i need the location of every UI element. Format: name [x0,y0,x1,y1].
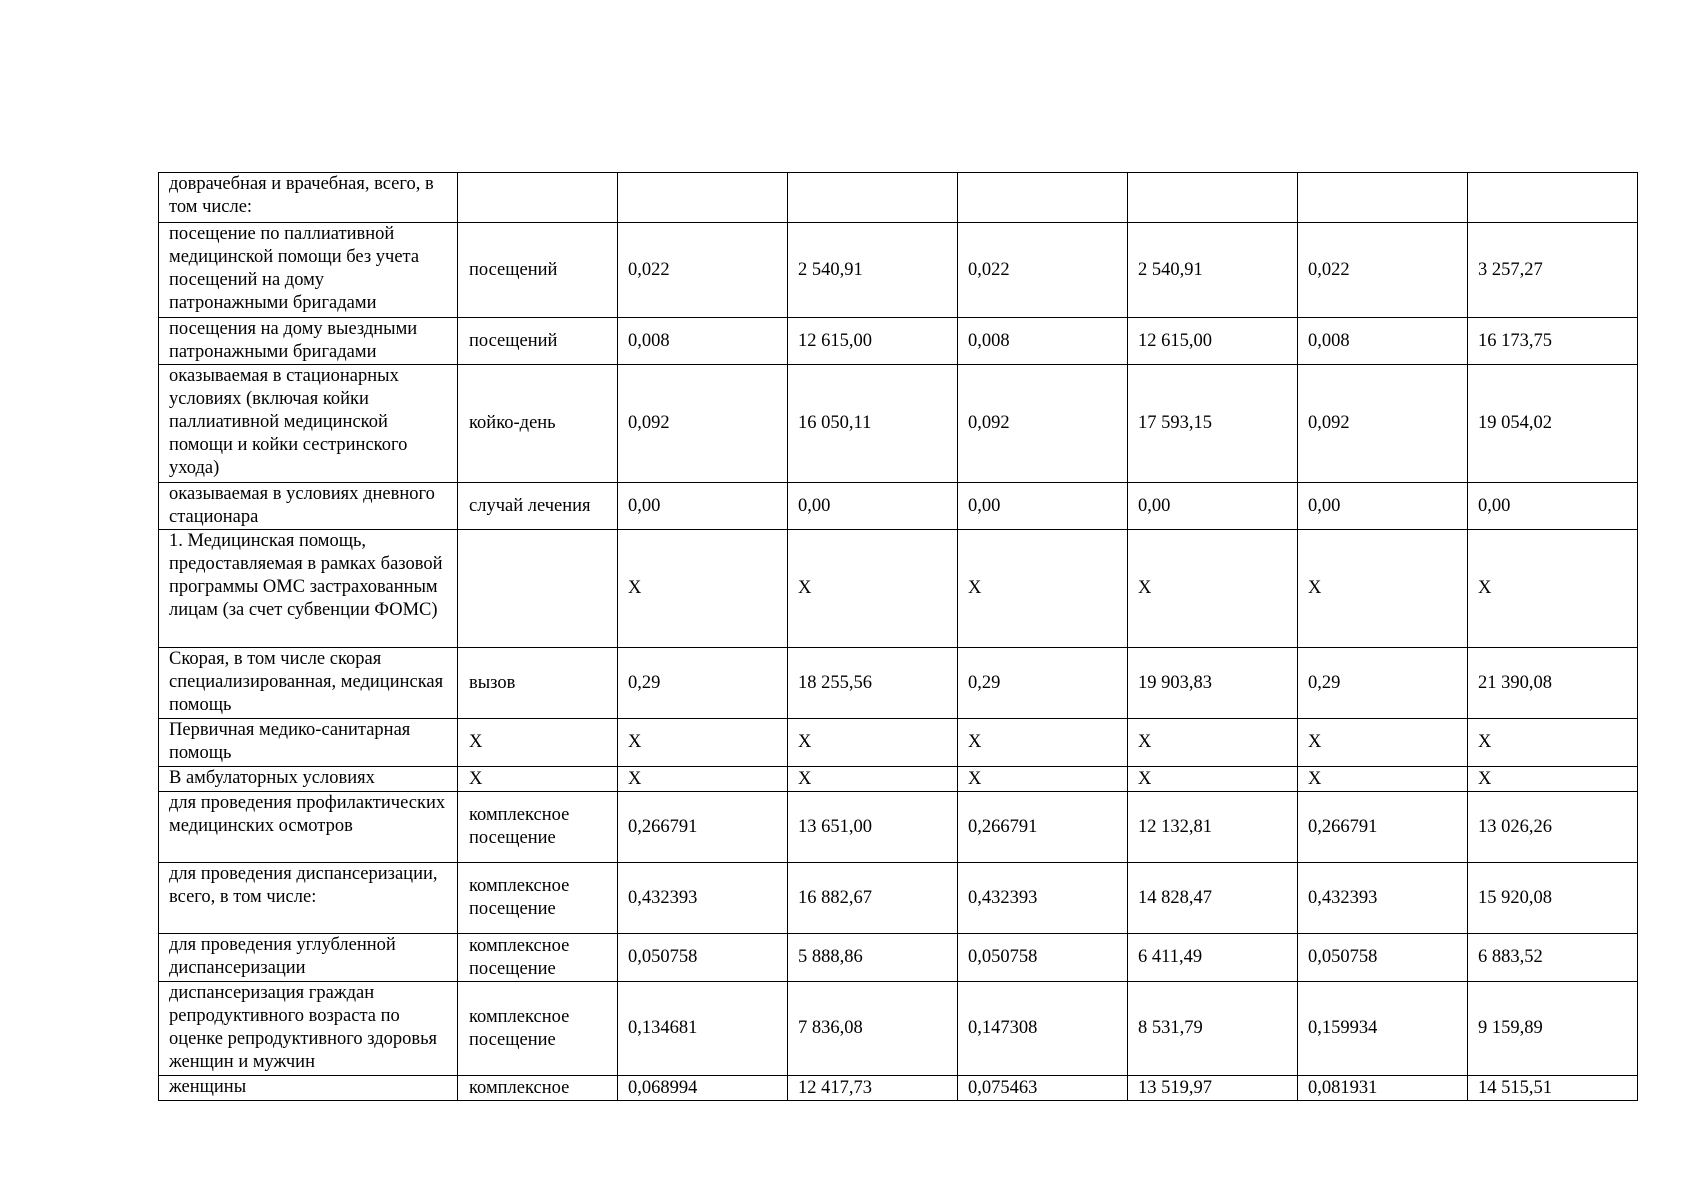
value-cell: 12 615,00 [788,318,958,365]
value-cell: 17 593,15 [1128,365,1298,483]
unit-cell [458,173,618,223]
value-cell: 15 920,08 [1468,863,1638,934]
table-body [159,173,1638,1101]
value-cell: 5 888,86 [788,934,958,982]
row-label-cell: для проведения профилактических медицинских осмотров [159,792,458,863]
value-cell [618,173,788,223]
table-row [159,648,1638,719]
value-cell [1468,173,1638,223]
value-cell: 2 540,91 [788,223,958,318]
value-cell: 0,147308 [958,982,1128,1076]
unit-cell: комплексное посещение [458,863,618,934]
value-cell: X [1298,767,1468,792]
value-cell: 12 615,00 [1128,318,1298,365]
table-row [159,767,1638,792]
unit-cell [458,530,618,648]
value-cell: 0,00 [618,483,788,530]
value-cell: 18 255,56 [788,648,958,719]
value-cell: 16 882,67 [788,863,958,934]
value-cell: 0,068994 [618,1076,788,1101]
table-row [159,934,1638,982]
unit-cell: комплексное [458,1076,618,1101]
value-cell: 0,29 [618,648,788,719]
row-label-cell: Скорая, в том числе скорая специализированная, медицинская помощь [159,648,458,719]
value-cell: X [1128,719,1298,767]
value-cell: 0,266791 [1298,792,1468,863]
value-cell: 7 836,08 [788,982,958,1076]
value-cell: 0,134681 [618,982,788,1076]
value-cell: 0,432393 [618,863,788,934]
unit-cell: посещений [458,223,618,318]
value-cell: 0,022 [1298,223,1468,318]
value-cell [958,173,1128,223]
table-row [159,1076,1638,1101]
unit-cell: комплексное посещение [458,792,618,863]
table-row [159,365,1638,483]
value-cell: 12 417,73 [788,1076,958,1101]
value-cell [1128,173,1298,223]
value-cell: 16 050,11 [788,365,958,483]
value-cell: X [1468,767,1638,792]
row-label-cell: для проведения углубленной диспансеризации [159,934,458,982]
value-cell: 0,022 [958,223,1128,318]
value-cell: 0,29 [1298,648,1468,719]
unit-cell: X [458,719,618,767]
value-cell: X [1468,530,1638,648]
row-label-cell: посещение по паллиативной медицинской помощи без учета посещений на дому патронажными бригадами [159,223,458,318]
unit-cell: комплексное посещение [458,934,618,982]
value-cell: X [788,530,958,648]
value-cell: 0,00 [788,483,958,530]
value-cell: 0,432393 [958,863,1128,934]
value-cell: X [618,767,788,792]
value-cell: 0,00 [1468,483,1638,530]
value-cell: X [1128,530,1298,648]
table-row [159,719,1638,767]
value-cell: 0,159934 [1298,982,1468,1076]
value-cell: 0,266791 [618,792,788,863]
value-cell: 0,081931 [1298,1076,1468,1101]
table-row [159,483,1638,530]
value-cell: X [1128,767,1298,792]
table-row [159,318,1638,365]
row-label-cell: доврачебная и врачебная, всего, в том числе: [159,173,458,223]
value-cell: X [1468,719,1638,767]
value-cell: X [788,767,958,792]
value-cell: X [618,530,788,648]
value-cell: X [958,767,1128,792]
value-cell: 0,00 [1298,483,1468,530]
row-label-cell: оказываемая в стационарных условиях (включая койки паллиативной медицинской помощи и койки сестринского ухода) [159,365,458,483]
value-cell: 13 651,00 [788,792,958,863]
value-cell: 6 883,52 [1468,934,1638,982]
financing-norms-table [158,172,1638,1101]
row-label-cell: посещения на дому выездными патронажными бригадами [159,318,458,365]
value-cell: 0,00 [1128,483,1298,530]
value-cell: 0,092 [1298,365,1468,483]
row-label-cell: В амбулаторных условиях [159,767,458,792]
value-cell: 0,075463 [958,1076,1128,1101]
value-cell: 8 531,79 [1128,982,1298,1076]
row-label-cell: Первичная медико-санитарная помощь [159,719,458,767]
unit-cell: комплексное посещение [458,982,618,1076]
value-cell: 0,008 [958,318,1128,365]
value-cell: X [618,719,788,767]
value-cell: 14 828,47 [1128,863,1298,934]
value-cell: 0,050758 [958,934,1128,982]
value-cell: X [1298,719,1468,767]
value-cell: 6 411,49 [1128,934,1298,982]
value-cell: 0,432393 [1298,863,1468,934]
unit-cell: случай лечения [458,483,618,530]
row-label-cell: 1. Медицинская помощь, предоставляемая в рамках базовой программы ОМС застрахованным лицам (за счет субвенции ФОМС) [159,530,458,648]
value-cell: 13 519,97 [1128,1076,1298,1101]
value-cell: 12 132,81 [1128,792,1298,863]
value-cell: 0,00 [958,483,1128,530]
value-cell: 0,050758 [1298,934,1468,982]
value-cell: 2 540,91 [1128,223,1298,318]
value-cell: X [958,530,1128,648]
unit-cell: вызов [458,648,618,719]
value-cell: 0,092 [958,365,1128,483]
row-label-cell: оказываемая в условиях дневного стационара [159,483,458,530]
value-cell: 21 390,08 [1468,648,1638,719]
value-cell [788,173,958,223]
value-cell: X [788,719,958,767]
row-label-cell: женщины [159,1076,458,1101]
value-cell: 14 515,51 [1468,1076,1638,1101]
table-row [159,863,1638,934]
value-cell: 0,092 [618,365,788,483]
value-cell: 9 159,89 [1468,982,1638,1076]
value-cell: 0,29 [958,648,1128,719]
value-cell: 0,050758 [618,934,788,982]
value-cell: 19 054,02 [1468,365,1638,483]
value-cell: 16 173,75 [1468,318,1638,365]
value-cell: X [958,719,1128,767]
table-row [159,173,1638,223]
table-row [159,792,1638,863]
row-label-cell: диспансеризация граждан репродуктивного возраста по оценке репродуктивного здоровья женщин и мужчин [159,982,458,1076]
unit-cell: койко-день [458,365,618,483]
table-row [159,530,1638,648]
table-row [159,223,1638,318]
row-label-cell: для проведения диспансеризации, всего, в том числе: [159,863,458,934]
value-cell: 19 903,83 [1128,648,1298,719]
value-cell: 13 026,26 [1468,792,1638,863]
value-cell [1298,173,1468,223]
value-cell: 0,022 [618,223,788,318]
unit-cell: посещений [458,318,618,365]
table-row [159,982,1638,1076]
value-cell: 0,266791 [958,792,1128,863]
unit-cell: X [458,767,618,792]
value-cell: 0,008 [618,318,788,365]
value-cell: X [1298,530,1468,648]
value-cell: 0,008 [1298,318,1468,365]
value-cell: 3 257,27 [1468,223,1638,318]
